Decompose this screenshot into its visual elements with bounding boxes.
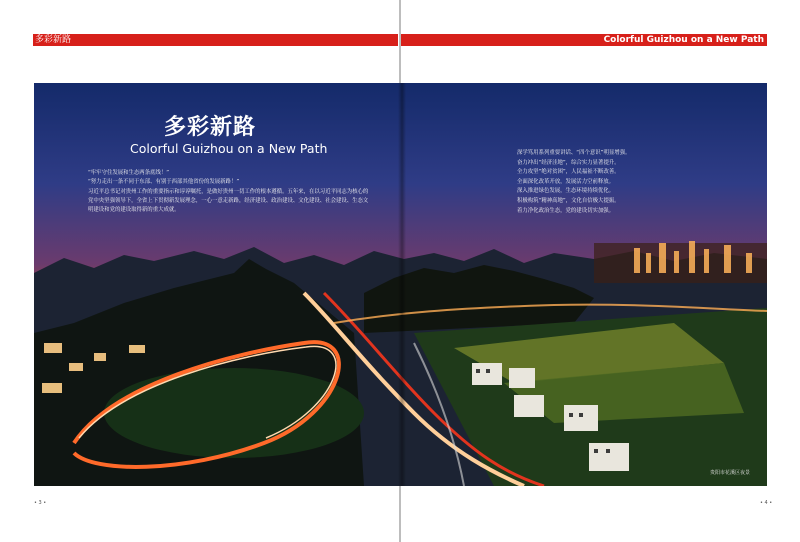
section-label-cn: 多彩新路	[35, 35, 72, 45]
article-title-cn: 多彩新路	[164, 115, 257, 140]
achievement-line: 深学笃用系列重要讲话、“四个意识”明显增强。	[517, 150, 631, 156]
lead-paragraph	[70, 169, 370, 215]
lead-line: 习近平总书记对贵州工作的重要指示和谆谆嘱托，是做好贵州一切工作的根本遵循。五年来，在以习近平同志为核心的党中央坚强领导下，全省上下贯彻新发展理念，一心一意走新路，经济建设、政治建设、文化建设、社会建设、生态文明建设和党的建设取得新的重大成就。	[88, 188, 369, 214]
page-number-right: • 4 •	[760, 500, 773, 506]
section-label-en: Colorful Guizhou on a New Path	[603, 35, 764, 45]
achievement-line: 积极构筑“精神高地”，文化自信极大提振。	[517, 197, 620, 204]
article-title-en: Colorful Guizhou on a New Path	[130, 141, 328, 156]
section-header-left	[33, 34, 398, 46]
night-landscape-photo	[34, 83, 767, 486]
achievement-line: 着力净化政治生态，党的建设切实加强。	[517, 207, 615, 214]
section-header-right	[401, 34, 767, 46]
lead-line: “努力走出一条不同于东部、有别于西部其他省份的发展新路！”	[88, 179, 240, 186]
achievement-line: 全面深化改革开放，发展活力空前释放。	[517, 178, 615, 185]
gutter-shadow	[398, 83, 406, 486]
lead-line: “牢牢守住发展和生态两条底线！”	[88, 170, 170, 176]
photo-caption: 贵阳市花溪区夜景	[710, 470, 751, 476]
achievements-list	[517, 149, 707, 216]
achievement-line: 奋力冲出“经济洼地”，综合实力显著提升。	[517, 159, 620, 166]
page-number-left: • 3 •	[34, 500, 47, 506]
achievement-line: 深入推进绿色发展，生态环境持续优化。	[517, 188, 615, 195]
achievement-line: 全力攻坚“绝对贫困”，人民福祉不断改善。	[517, 169, 620, 176]
